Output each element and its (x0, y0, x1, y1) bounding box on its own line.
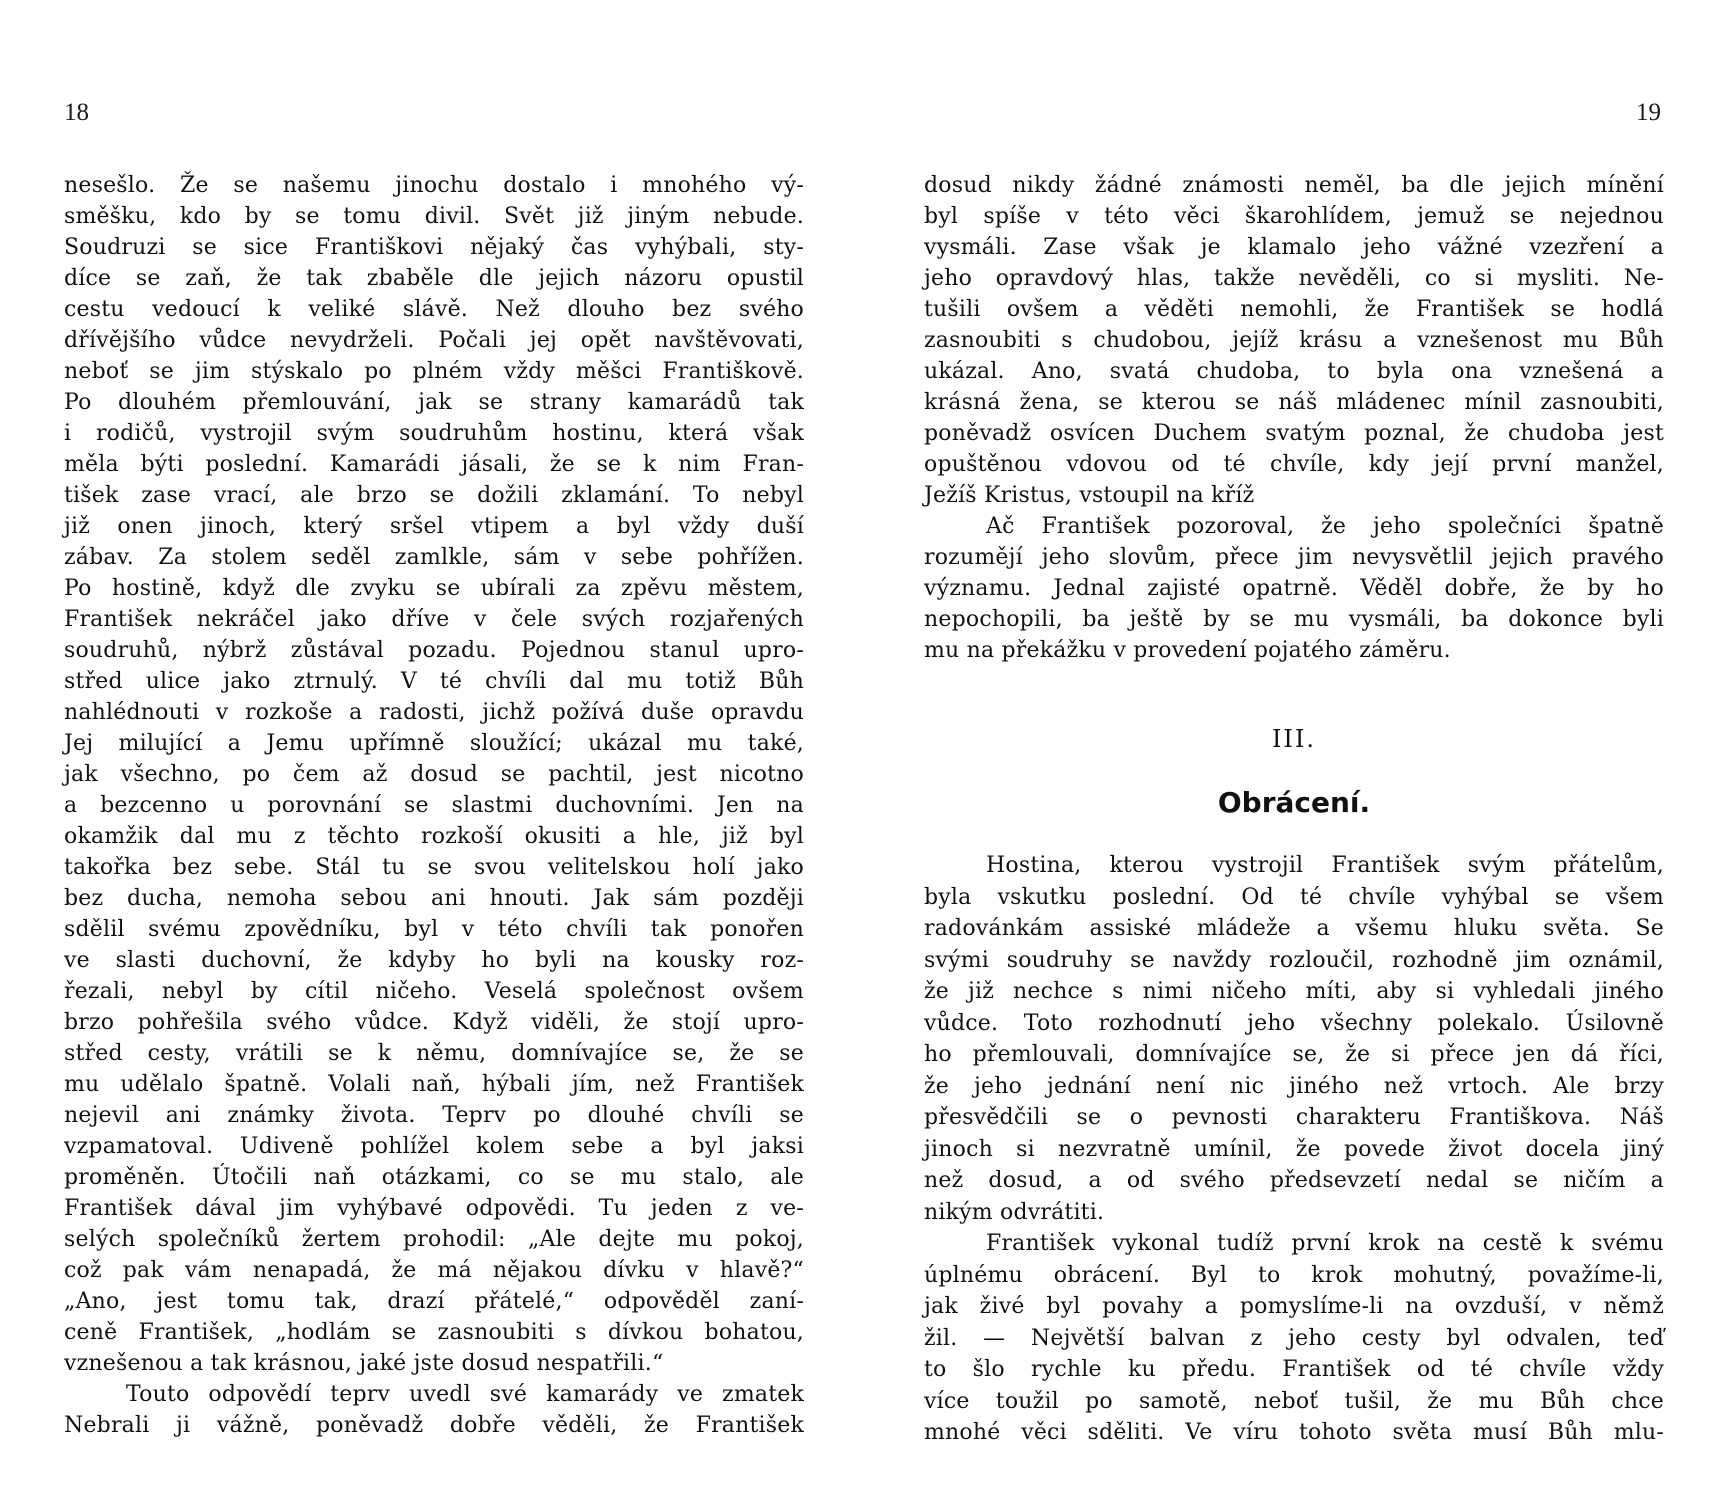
text-line: nejevil ani známky života. Teprv po dlouhé chvíli se (64, 1103, 804, 1128)
text-line: okamžik dal mu z těchto rozkoší okusiti a hle, již byl (64, 824, 804, 849)
chapter-number: III. (1271, 725, 1317, 753)
text-line: bez ducha, nemoha sebou ani hnouti. Jak sám později (64, 886, 804, 911)
text-line: střed cesty, vrátili se k němu, domnívajíce se, že se (64, 1041, 804, 1066)
text-line: významu. Jednal zajisté opatrně. Věděl dobře, že by ho (924, 576, 1664, 601)
text-line: Po dlouhém přemlouvání, jak se strany kamarádů tak (64, 390, 804, 415)
text-line: že jeho jednání není nic jiného než vrtoch. Ale brzy (924, 1073, 1664, 1099)
text-line: díce se zaň, že tak zbaběle dle jejich názoru opustil (64, 266, 804, 291)
text-line: brzo pohřešila svého vůdce. Když viděli, že stojí upro- (64, 1010, 804, 1035)
text-line: soudruhů, nýbrž zůstával pozadu. Pojednou stanul upro- (64, 638, 804, 663)
text-line: cestu vedoucí k veliké slávě. Než dlouho bez svého (64, 297, 804, 322)
text-line: dosud nikdy žádné známosti neměl, ba dle jejich mínění (924, 173, 1664, 198)
text-line: „Ano, jest tomu tak, drazí přátelé,“ odpověděl zaní- (64, 1289, 804, 1314)
text-line: proměněn. Útočili naň otázkami, co se mu stalo, ale (64, 1165, 804, 1190)
text-line: mu na překážku v provedení pojatého záměru. (924, 638, 1451, 663)
text-line: zasnoubiti s chudobou, jejíž krásu a vznešenost mu Bůh (924, 328, 1664, 353)
text-line: František dával jim vyhýbavé odpovědi. Tu jeden z ve- (64, 1196, 804, 1221)
text-line: krásná žena, se kterou se náš mládenec mínil zasnoubiti, (924, 390, 1664, 415)
text-line: vysmáli. Zase však je klamalo jeho vážné vzezření a (924, 235, 1664, 260)
text-line: byl spíše v této věci škarohlídem, jemuž se nejednou (924, 204, 1664, 229)
chapter-title: Obrácení. (1217, 786, 1371, 819)
text-line: nesešlo. Že se našemu jinochu dostalo i mnohého vý- (64, 173, 804, 198)
text-line: mu udělalo špatně. Volali naň, hýbali jím, než František (64, 1072, 804, 1097)
text-line: nahlédnouti v rozkoše a radosti, jichž požívá duše opravdu (64, 700, 804, 725)
text-line: i rodičů, vystrojil svým soudruhům hostinu, která však (64, 421, 804, 446)
left-page-text (64, 170, 804, 1441)
text-line: Nebrali ji vážně, poněvadž dobře věděli, že František (64, 1413, 804, 1438)
text-line: takořka bez sebe. Stál tu se svou velitelskou holí jako (64, 855, 804, 880)
text-line: vznešenou a tak krásnou, jaké jste dosud nespatřili.“ (64, 1351, 664, 1376)
text-line: že již nechce s nimi ničeho míti, aby si vyhledali jiného (924, 979, 1664, 1004)
text-line: řezali, nebyl by cítil ničeho. Veselá společnost ovšem (64, 979, 804, 1004)
text-line: ceně František, „hodlám se zasnoubiti s dívkou bohatou, (64, 1320, 804, 1345)
text-line: ukázal. Ano, svatá chudoba, to byla ona vznešená a (924, 359, 1664, 384)
text-line: dřívějšího vůdce nevydrželi. Počali jej opět navštěvovati, (64, 328, 804, 353)
text-line: ve slasti duchovní, že kdyby ho byli na kousky roz- (64, 948, 804, 973)
text-line: Ježíš Kristus, vstoupil na kříž (924, 483, 1255, 508)
text-line: to šlo rychle ku předu. František od té chvíle vždy (924, 1357, 1664, 1382)
text-line: střed ulice jako ztrnulý. V té chvíli dal mu totiž Bůh (64, 669, 804, 694)
text-line: opuštěnou vdovou od té chvíle, kdy její první manžel, (924, 452, 1664, 477)
text-line: nikým odvrátiti. (924, 1199, 1105, 1225)
text-line: více toužil po samotě, neboť tušil, že mu Bůh chce (924, 1388, 1664, 1414)
text-line: sdělil svému zpovědníku, byl v této chvíli tak ponořen (64, 917, 804, 942)
right-page-text-bottom (924, 850, 1664, 1449)
text-line: ho přemlouvali, domnívajíce se, že si přece jen dá říci, (924, 1042, 1664, 1067)
text-line: tišek zase vrací, ale brzo se dožili zklamání. To nebyl (64, 483, 804, 508)
text-line: vůdce. Toto rozhodnutí jeho všechny polekalo. Úsilovně (924, 1010, 1664, 1036)
text-line: radovánkám assiské mládeže a všemu hluku světa. Se (924, 916, 1664, 941)
text-line: Po hostině, když dle zvyku se ubírali za zpěvu městem, (64, 576, 804, 601)
right-page-text-top (924, 170, 1664, 666)
text-line: rozumějí jeho slovům, přece jim nevysvětlil jejich pravého (924, 545, 1664, 570)
text-line: směšku, kdo by se tomu divil. Svět již jiným nebude. (64, 204, 804, 229)
text-line: Jej milující a Jemu upřímně sloužící; ukázal mu také, (64, 731, 804, 756)
text-line: nepochopili, ba ještě by se mu vysmáli, ba dokonce byli (924, 607, 1664, 632)
text-line: mnohé věci sděliti. Ve víru tohoto světa musí Bůh mlu- (924, 1420, 1664, 1445)
text-line: úplnému obrácení. Byl to krok mohutný, považíme-li, (924, 1262, 1664, 1288)
text-line: poněvadž osvícen Duchem svatým poznal, že chudoba jest (924, 421, 1664, 446)
text-line: Hostina, kterou vystrojil František svým přátelům, (986, 853, 1664, 878)
text-line: neboť se jim stýskalo po plném vždy měšci Františkově. (64, 359, 804, 384)
text-line: jak živé byl povahy a pomyslíme-li na ovzduší, v němž (924, 1294, 1664, 1319)
text-line: než dosud, a od svého předsevzetí nedal se ničím a (924, 1168, 1664, 1193)
text-line: měla býti poslední. Kamarádi jásali, že se k nim Fran- (64, 452, 804, 477)
text-line: přesvědčili se o pevnosti charakteru Františkova. Náš (924, 1105, 1664, 1130)
text-line: vzpamatoval. Udiveně pohlížel kolem sebe a byl jaksi (64, 1134, 804, 1159)
text-line: a bezcenno u porovnání se slastmi duchovními. Jen na (64, 793, 804, 818)
text-line: zábav. Za stolem seděl zamlkle, sám v sebe pohřížen. (64, 545, 804, 570)
text-line: František nekráčel jako dříve v čele svých rozjařených (64, 607, 804, 632)
text-line: Touto odpovědí teprv uvedl své kamarády ve zmatek (126, 1382, 804, 1407)
text-line: což pak vám nenapadá, že má nějakou dívku v hlavě?“ (64, 1258, 804, 1283)
text-line: žil. — Největší balvan z jeho cesty byl odvalen, teď (924, 1325, 1664, 1351)
text-line: František vykonal tudíž první krok na cestě k svému (986, 1231, 1664, 1256)
text-line: Soudruzi se sice Františkovi nějaký čas vyhýbali, sty- (64, 235, 804, 260)
text-line: Ač František pozoroval, že jeho společníci špatně (986, 514, 1664, 539)
text-line: jak všechno, po čem až dosud se pachtil, jest nicotno (64, 762, 804, 787)
text-line: selých společníků žertem prohodil: „Ale dejte mu pokoj, (64, 1227, 804, 1252)
page-number-left: 18 (64, 99, 89, 126)
text-line: jeho opravdový hlas, takže nevěděli, co si mysliti. Ne- (924, 266, 1664, 291)
text-line: již onen jinoch, který sršel vtipem a byl vždy duší (64, 514, 804, 539)
page-number-right: 19 (1636, 99, 1661, 126)
text-line: jinoch si nezvratně umínil, že povede život docela jiný (924, 1136, 1664, 1162)
text-line: tušili ovšem a věděti nemohli, že František se hodlá (924, 297, 1664, 322)
text-line: byla vskutku poslední. Od té chvíle vyhýbal se všem (924, 884, 1664, 910)
text-line: svými soudruhy se navždy rozloučil, rozhodně jim oznámil, (924, 947, 1664, 973)
